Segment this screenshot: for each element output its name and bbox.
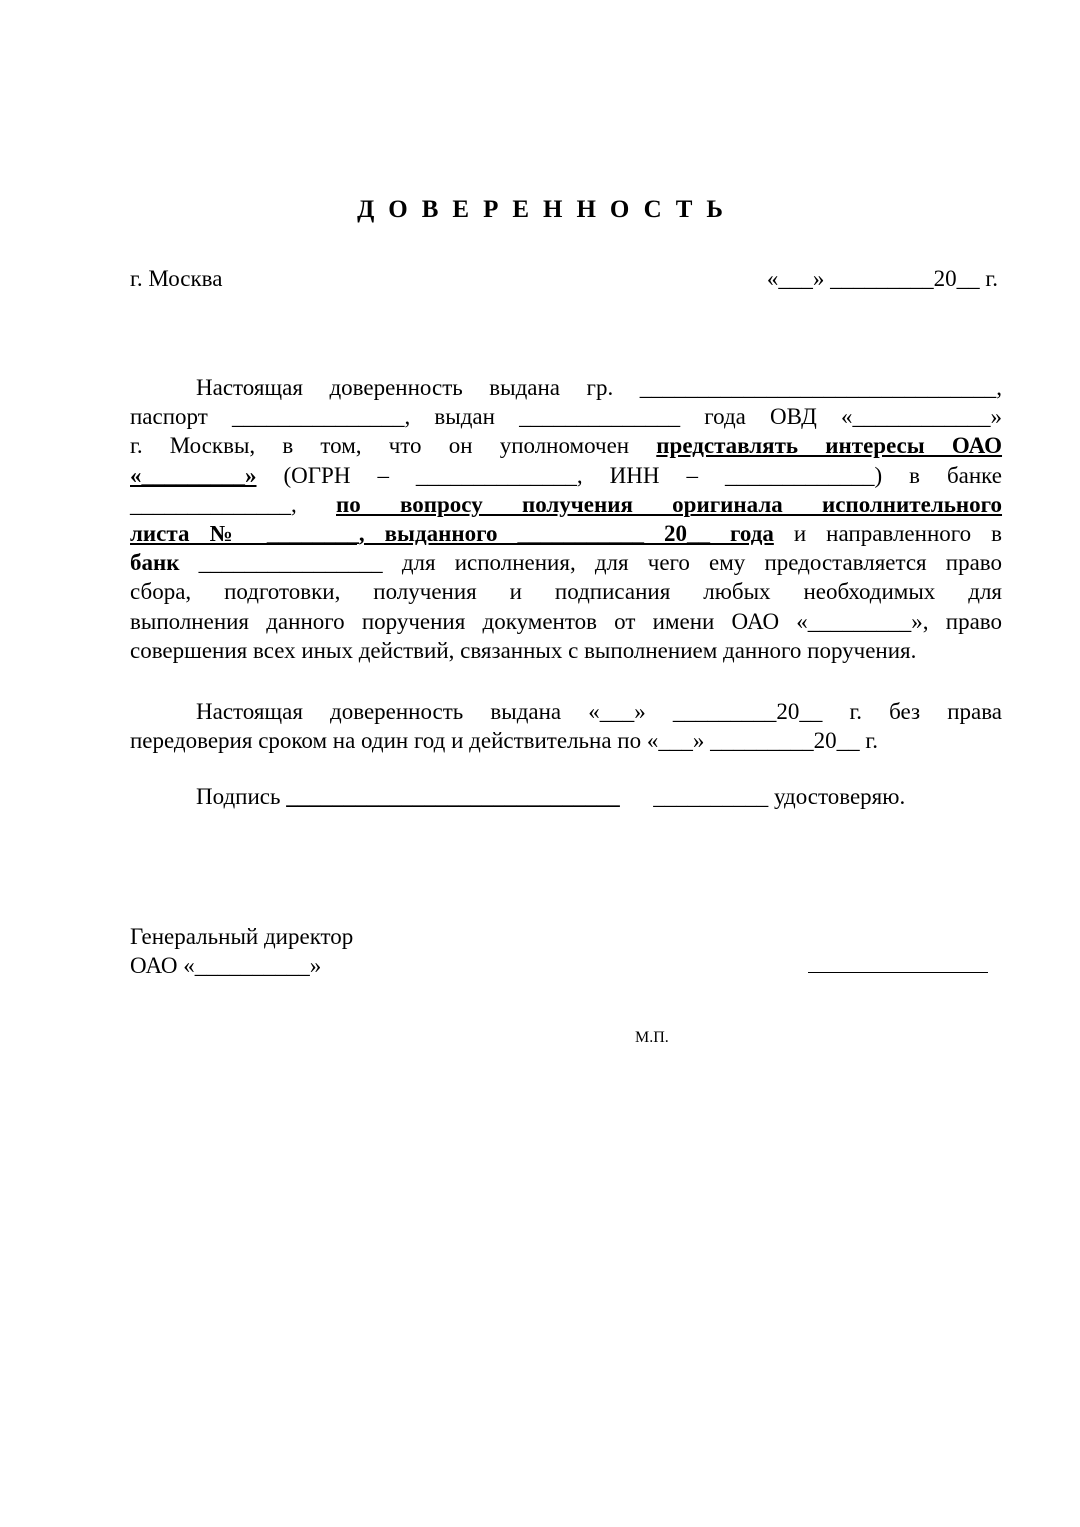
body-line-5 — [130, 490, 1002, 519]
represent-interests-phrase: представлять интересы ОАО — [656, 433, 1003, 459]
body-line-7 — [130, 548, 1002, 577]
validity-line-1: Настоящая доверенность выдана «___» _________20__ г. без права — [196, 699, 1002, 724]
body-line-1: Настоящая доверенность выдана гр. _______________________________, — [196, 375, 1002, 400]
body-line-3-text: г. Москвы, в том, что он уполномочен — [130, 433, 657, 459]
seal-mark: М.П. — [635, 1029, 669, 1046]
validity-line-2: передоверия сроком на один год и действительна по «___» _________20__ г. — [130, 728, 878, 754]
body-line-3 — [130, 431, 1002, 460]
writ-number-phrase: листа № ________, выданного ___________ 20__ года — [130, 520, 774, 546]
ogrn-inn-text: (ОГРН – ______________, ИНН – _____________) в банке — [256, 462, 1002, 488]
body-line-6 — [130, 519, 1002, 548]
director-company: ОАО «__________» — [130, 953, 322, 979]
director-block — [130, 922, 353, 980]
company-name-blank: «_________» — [130, 462, 257, 488]
original-writ-phrase: по вопросу получения оригинала исполнительного — [336, 491, 1003, 517]
signature-row — [196, 784, 905, 810]
directed-text: и направленного в — [773, 520, 1002, 546]
body-line-10: совершения всех иных действий, связанных с выполнением данного поручения. — [130, 637, 917, 663]
bank-blank: ______________, — [130, 491, 336, 517]
body-line-8: сбора, подготовки, получения и подписания любых необходимых для — [130, 579, 1002, 605]
body-line-2: паспорт _______________, выдан ______________ года ОВД «____________» — [130, 404, 1002, 430]
main-paragraph — [130, 373, 1002, 665]
body-line-9: выполнения данного поручения документов от имени ОАО «_________», право — [130, 608, 1002, 634]
validity-paragraph — [130, 697, 1002, 755]
director-title: Генеральный директор — [130, 924, 354, 949]
body-line-4 — [130, 461, 1002, 490]
director-signature-line — [808, 972, 988, 973]
document-date-line: «___» _________20__ г. — [766, 266, 998, 291]
certify-text: удостоверяю. — [773, 784, 906, 809]
city-label: г. Москва — [130, 266, 223, 291]
execution-text: ________________ для исполнения, для чего ему предоставляется право — [179, 550, 1002, 576]
certify-blank: __________ — [653, 784, 769, 809]
signature-blank: _____________________________ — [286, 784, 620, 809]
document-title: ДОВЕРЕННОСТЬ — [357, 196, 737, 223]
bank-label: банк — [130, 550, 180, 576]
signature-label: Подпись — [196, 784, 281, 809]
